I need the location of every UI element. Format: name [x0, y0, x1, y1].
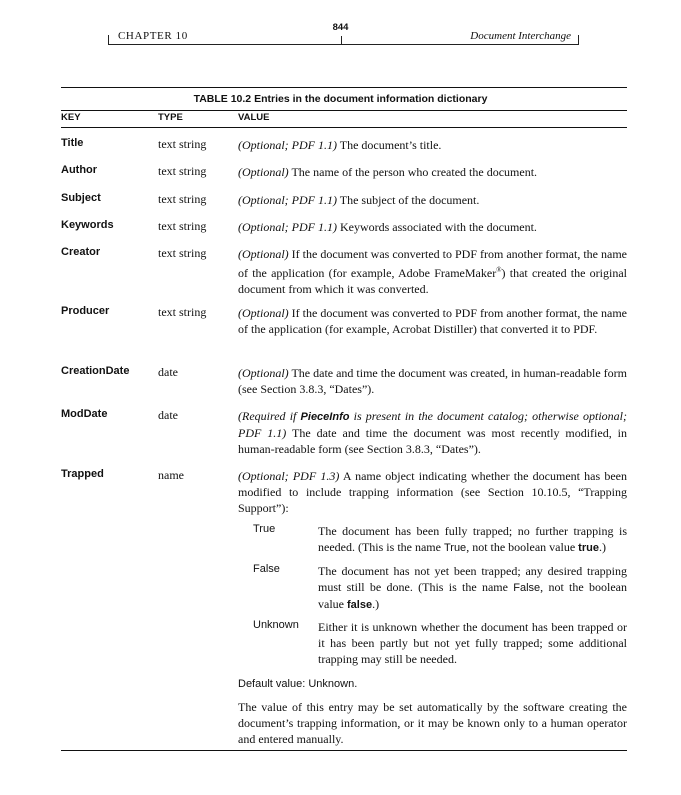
value-text: The subject of the document.: [336, 193, 480, 207]
row-type: text string: [158, 305, 207, 319]
value-text: The name of the person who created the document.: [288, 165, 538, 179]
table-top-rule: [61, 87, 627, 88]
row-key: Subject: [61, 192, 101, 204]
desc-text: The document has not yet been trapped; any desired trapping must still be done. (This is the name: [318, 564, 627, 594]
row-value: [238, 164, 627, 180]
default-label: Default value:: [238, 678, 309, 690]
name-ref: False: [513, 582, 541, 594]
registered-mark: ®: [496, 266, 502, 274]
row-value: [238, 246, 627, 297]
boolean-value: false: [347, 599, 373, 611]
row-value: [238, 408, 627, 457]
value-text: If the document was converted to PDF from another format, the name of the application (for example, Adobe FrameMaker: [238, 247, 627, 280]
row-key: Producer: [61, 305, 110, 317]
trapped-default: [238, 675, 627, 692]
row-key: Keywords: [61, 219, 114, 231]
row-value: [238, 219, 627, 235]
column-header-type: TYPE: [158, 112, 183, 123]
optional-qualifier: (Optional): [238, 247, 289, 261]
row-type: text string: [158, 219, 207, 233]
trapped-value-name: False: [253, 563, 280, 575]
row-key: Trapped: [61, 468, 104, 480]
value-text: If the document was converted to PDF from another format, the name of the application (for example, Acrobat Distiller) that converted it to PDF.: [238, 306, 627, 336]
desc-text: .): [372, 597, 380, 611]
chapter-label: CHAPTER 10: [118, 30, 188, 42]
trapped-value-desc: [318, 563, 627, 613]
value-text: A name object indicating whether the document has been modified to include trapping information (see Section 10.10.5, “Trapping Support”):: [238, 469, 628, 515]
value-text: Keywords associated with the document.: [336, 220, 537, 234]
row-type: date: [158, 408, 178, 422]
trapped-value-name: True: [253, 523, 276, 535]
name-ref: True: [443, 542, 467, 554]
row-type: name: [158, 468, 184, 482]
table-caption-rule: [61, 110, 627, 111]
section-title: Document Interchange: [470, 30, 571, 42]
desc-text: , not the boolean value: [466, 540, 579, 554]
optional-qualifier: (Optional; PDF 1.3): [238, 469, 340, 483]
value-text: The date and time the document was most recently modified, in human-readable form (see Section 3.8.3, “Dates”).: [238, 426, 627, 456]
table-caption: TABLE 10.2 Entries in the document information dictionary: [193, 93, 488, 105]
required-qualifier: (Required if: [238, 409, 301, 423]
pieceinfo-key: PieceInfo: [300, 411, 350, 423]
row-key: Creator: [61, 246, 101, 258]
row-type: text string: [158, 192, 207, 206]
trapped-value-name: Unknown: [253, 619, 299, 631]
table-header-rule: [61, 127, 627, 128]
default-value: Unknown: [308, 678, 355, 690]
row-value: [238, 468, 627, 516]
value-text: The document’s title.: [336, 138, 442, 152]
optional-qualifier: (Optional; PDF 1.1): [238, 138, 337, 152]
value-text: ) that created the original document from which it was converted.: [238, 266, 627, 296]
row-type: text string: [158, 246, 207, 260]
row-value: [238, 365, 627, 397]
optional-qualifier: (Optional; PDF 1.1): [238, 193, 337, 207]
row-key: Author: [61, 164, 98, 176]
column-header-value: VALUE: [238, 112, 270, 123]
row-value: [238, 137, 627, 153]
optional-qualifier: (Optional; PDF 1.1): [238, 220, 337, 234]
trapped-value-desc: Either it is unknown whether the document has been trapped or it has been partly but not yet fully trapped; some additional trapping may still be needed.: [318, 620, 627, 666]
optional-qualifier: (Optional): [238, 165, 289, 179]
page-number: 844: [332, 22, 349, 33]
trapped-value-desc: [318, 523, 627, 556]
header-rule: [108, 44, 578, 45]
column-header-key: KEY: [61, 112, 81, 123]
row-type: date: [158, 365, 178, 379]
required-qualifier: is present in the document catalog; otherwise optional; PDF 1.1): [238, 409, 627, 440]
desc-text: .): [598, 540, 606, 554]
row-type: text string: [158, 164, 207, 178]
row-key: Title: [61, 137, 84, 149]
default-end: .: [354, 678, 358, 690]
table-bottom-rule: [61, 750, 627, 751]
trapped-note: The value of this entry may be set automatically by the software creating the document’s trapping information, or it may be known only to a human operator and entered manually.: [238, 700, 627, 746]
row-key: ModDate: [61, 408, 108, 420]
optional-qualifier: (Optional): [238, 306, 289, 320]
row-value: [238, 305, 627, 337]
desc-text: , not the boolean value: [318, 580, 627, 611]
header-rule-tick: [578, 35, 579, 45]
row-key: CreationDate: [61, 365, 130, 377]
value-text: The date and time the document was created, in human-readable form (see Section 3.8.3, “Dates”).: [238, 366, 627, 396]
optional-qualifier: (Optional): [238, 366, 289, 380]
row-value: [238, 192, 627, 208]
boolean-value: true: [578, 542, 599, 554]
desc-text: The document has been fully trapped; no further trapping is needed. (This is the name: [318, 524, 627, 554]
row-type: text string: [158, 137, 207, 151]
